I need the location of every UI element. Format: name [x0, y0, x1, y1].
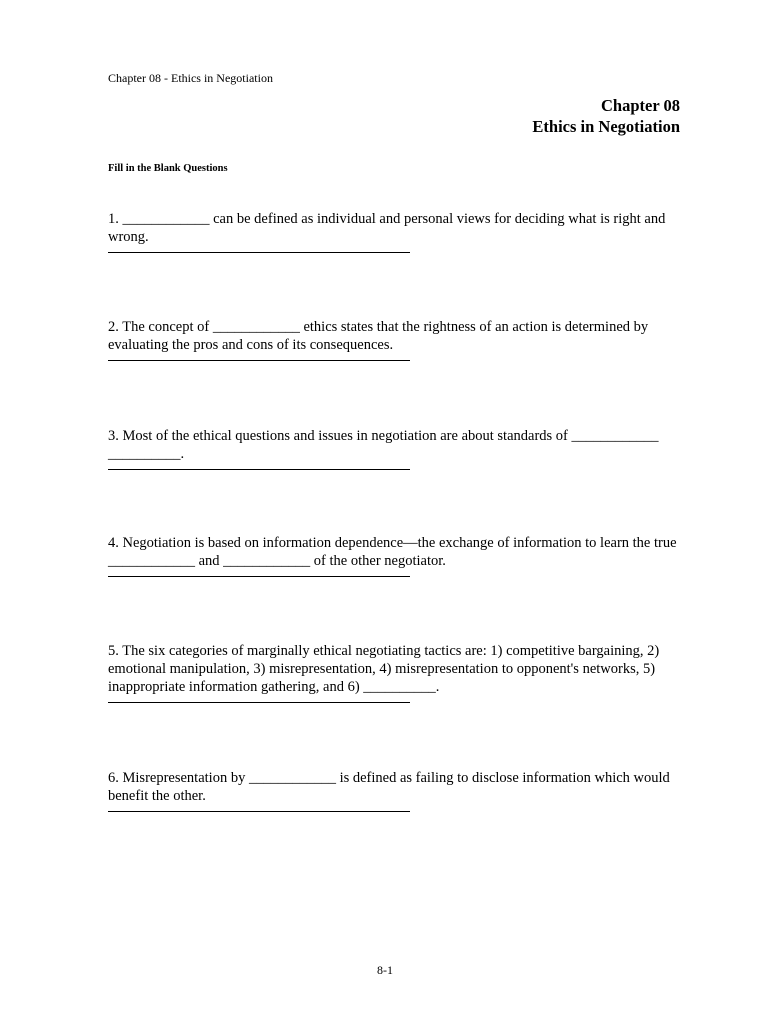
- section-title: Fill in the Blank Questions: [108, 163, 228, 174]
- question-text: 2. The concept of ____________ ethics states that the rightness of an action is determined by evaluating the pros and cons of its consequences.: [108, 319, 649, 353]
- question-text: 4. Negotiation is based on information dependence—the exchange of information to learn the true ____________ and ____________ of the other negotiator.: [108, 535, 677, 569]
- question-2: [108, 318, 688, 361]
- title-block: [532, 95, 680, 137]
- question-3: [108, 427, 688, 470]
- question-4: [108, 534, 688, 577]
- chapter-title: Chapter 08: [601, 96, 680, 115]
- question-text: 5. The six categories of marginally ethical negotiating tactics are: 1) competitive bargaining, 2) emotional manipulation, 3) misrepresentation, 4) misrepresentation to opponent's networks, 5) inappropriate information gathering, and 6) __________.: [108, 643, 660, 695]
- answer-line[interactable]: [108, 469, 410, 470]
- question-5: [108, 642, 688, 703]
- answer-line[interactable]: [108, 702, 410, 703]
- question-1: [108, 210, 688, 253]
- answer-line[interactable]: [108, 811, 410, 812]
- chapter-subject: Ethics in Negotiation: [532, 117, 680, 136]
- answer-line[interactable]: [108, 576, 410, 577]
- question-text: 6. Misrepresentation by ____________ is defined as failing to disclose information which would benefit the other.: [108, 770, 670, 804]
- answer-line[interactable]: [108, 360, 410, 361]
- running-header: Chapter 08 - Ethics in Negotiation: [108, 71, 273, 85]
- question-text: 3. Most of the ethical questions and issues in negotiation are about standards of ____________ __________.: [108, 428, 659, 462]
- question-text: 1. ____________ can be defined as individual and personal views for deciding what is right and wrong.: [108, 211, 666, 245]
- page-number: 8-1: [377, 963, 393, 977]
- question-6: [108, 769, 688, 812]
- answer-line[interactable]: [108, 252, 410, 253]
